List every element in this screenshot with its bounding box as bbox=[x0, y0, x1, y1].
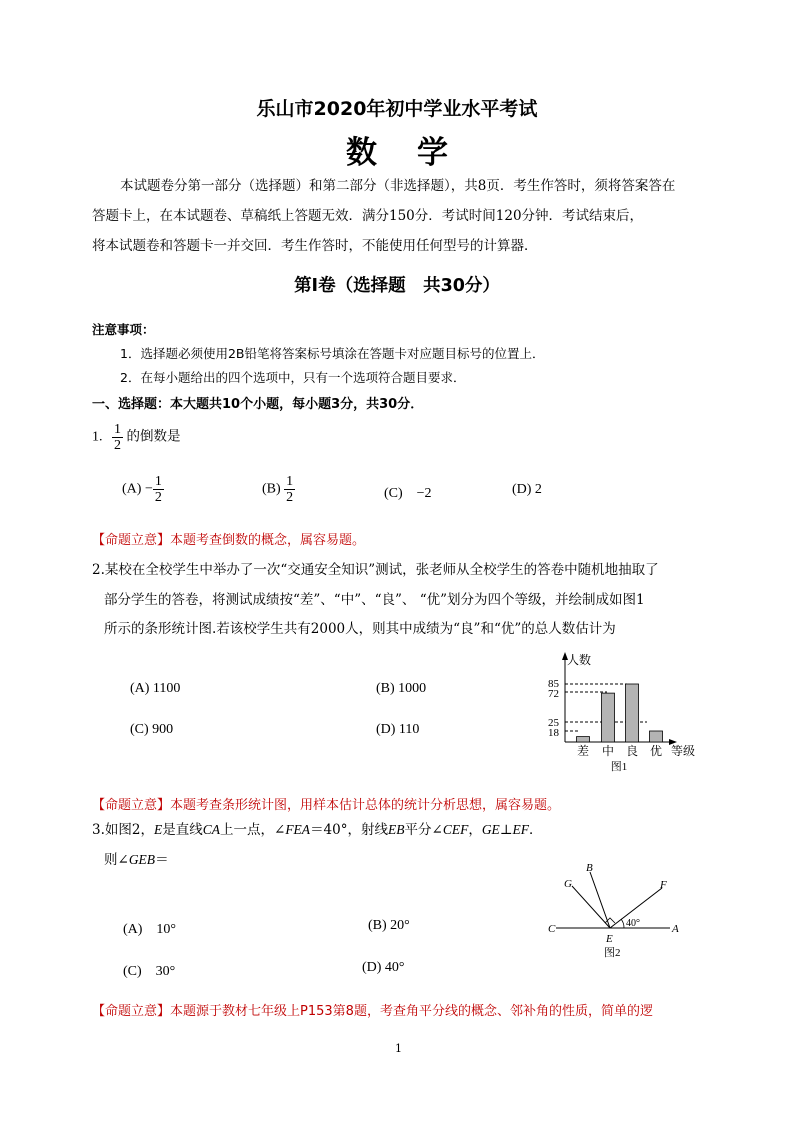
q3-option-b[interactable]: (B) 20° bbox=[368, 918, 410, 933]
q1-option-a[interactable]: (A) − $\frac{1}{2}$ bbox=[122, 474, 162, 505]
label-C: C bbox=[548, 923, 556, 935]
x-cat-1: 中 bbox=[601, 744, 615, 758]
q2-line-2: 部分学生的答卷，将测试成绩按“差”、“中”、“良”、 “优”划分为四个等级，并绘制成如图1 bbox=[104, 592, 645, 608]
q3-line-2: 则∠GEB＝ bbox=[104, 852, 169, 868]
q2-line-3: 所示的条形统计图.若该校学生共有2000人，则其中成绩为“良”和“优”的总人数估计为 bbox=[104, 621, 616, 637]
label-F: F bbox=[660, 879, 667, 891]
bar-差 bbox=[577, 737, 590, 742]
intro-line-1: 本试题卷分第一部分（选择题）和第二部分（非选择题），共8页．考生作答时，须将答案答在 bbox=[120, 178, 676, 194]
x-axis-label: 等级 bbox=[670, 744, 696, 758]
q2-intent-tag: 【命题立意】 bbox=[92, 798, 171, 813]
q2-option-a[interactable]: (A) 1100 bbox=[130, 681, 181, 696]
figure2-caption: 图2 bbox=[604, 947, 621, 959]
q1-intent bbox=[92, 529, 365, 548]
q1-fraction: $\frac{1}{2}$ bbox=[114, 422, 121, 453]
label-A: A bbox=[672, 923, 679, 935]
y-axis-label: 人数 bbox=[566, 653, 592, 667]
ray-EG bbox=[572, 886, 610, 928]
part1-heading: 一、选择题：本大题共10个小题，每小题3分，共30分． bbox=[92, 397, 424, 412]
q2-line-1: 2.某校在全校学生中举办了一次“交通安全知识”测试，张老师从全校学生的答卷中随机地抽取了 bbox=[92, 562, 659, 578]
q3-intent bbox=[92, 1000, 653, 1019]
figure1-bar-chart bbox=[535, 648, 705, 776]
label-G: G bbox=[564, 878, 572, 890]
intro-line-2: 答题卡上，在本试题卷、草稿纸上答题无效．满分150分．考试时间120分钟．考试结束后， bbox=[92, 208, 644, 224]
notes-item-1: 1．选择题必须使用2B铅笔将答案标号填涂在答题卡对应题目标号的位置上． bbox=[120, 346, 545, 361]
q2-option-c[interactable]: (C) 900 bbox=[130, 722, 174, 737]
q1-option-d[interactable]: (D) 2 bbox=[512, 482, 542, 497]
q2-option-b[interactable]: (B) 1000 bbox=[376, 681, 427, 696]
exam-title: 乐山市2020年初中学业水平考试 bbox=[256, 98, 538, 120]
bar-良 bbox=[626, 684, 639, 742]
angle-arc bbox=[621, 919, 624, 928]
q1-stem bbox=[92, 422, 181, 453]
y-tick-85: 85 bbox=[548, 678, 559, 690]
notes-heading: 注意事项： bbox=[92, 322, 155, 337]
bar-优 bbox=[650, 731, 663, 742]
q2-intent-text: 本题考查条形统计图，用样本估计总体的统计分析思想，属容易题。 bbox=[170, 798, 561, 813]
q3-option-d[interactable]: (D) 40° bbox=[362, 960, 405, 975]
x-cat-2: 良 bbox=[625, 744, 639, 758]
figure1-caption: 图1 bbox=[610, 761, 628, 773]
section-title: 第Ⅰ卷（选择题 共30分） bbox=[294, 276, 500, 296]
q3-line-1: 3.如图2，E是直线CA上一点，∠FEA＝40°，射线EB平分∠CEF，GE⊥EF． bbox=[92, 822, 543, 838]
x-cat-0: 差 bbox=[576, 744, 590, 758]
q2-intent bbox=[92, 794, 560, 813]
q1-option-c[interactable]: (C) −2 bbox=[384, 486, 432, 501]
q3-option-a[interactable]: (A) 10° bbox=[123, 922, 177, 937]
y-tick-72: 72 bbox=[548, 688, 559, 700]
x-cat-3: 优 bbox=[649, 744, 663, 758]
label-E: E bbox=[606, 933, 613, 945]
subject-title: 数学 bbox=[346, 135, 488, 171]
q1-text: 的倒数是 bbox=[126, 428, 181, 445]
figure2-angle-diagram bbox=[540, 860, 690, 970]
q1-option-b[interactable]: (B) $\frac{1}{2}$ bbox=[262, 474, 294, 505]
y-tick-18: 18 bbox=[548, 727, 559, 739]
q3-option-c[interactable]: (C) 30° bbox=[123, 964, 176, 979]
q1-intent-tag: 【命题立意】 bbox=[92, 533, 171, 548]
notes-item-2: 2．在每小题给出的四个选项中，只有一个选项符合题目要求． bbox=[120, 370, 466, 385]
page-number: 1 bbox=[395, 1042, 402, 1055]
intro-line-3: 将本试题卷和答题卡一并交回．考生作答时，不能使用任何型号的计算器． bbox=[92, 238, 538, 254]
q1-intent-text: 本题考查倒数的概念，属容易题。 bbox=[170, 533, 366, 548]
ray-EB bbox=[590, 872, 610, 928]
q2-option-d[interactable]: (D) 110 bbox=[376, 722, 420, 737]
bars-group bbox=[577, 684, 663, 742]
label-B: B bbox=[586, 862, 593, 874]
q3-intent-tag: 【命题立意】 bbox=[92, 1004, 171, 1019]
angle-label: 40° bbox=[626, 918, 640, 929]
q3-intent-text: 本题源于教材七年级上P153第8题，考查角平分线的概念、邻补角的性质，简单的逻 bbox=[170, 1004, 653, 1019]
y-tick-25: 25 bbox=[548, 717, 559, 729]
q1-number: 1. bbox=[92, 429, 103, 445]
bar-中 bbox=[602, 693, 615, 742]
